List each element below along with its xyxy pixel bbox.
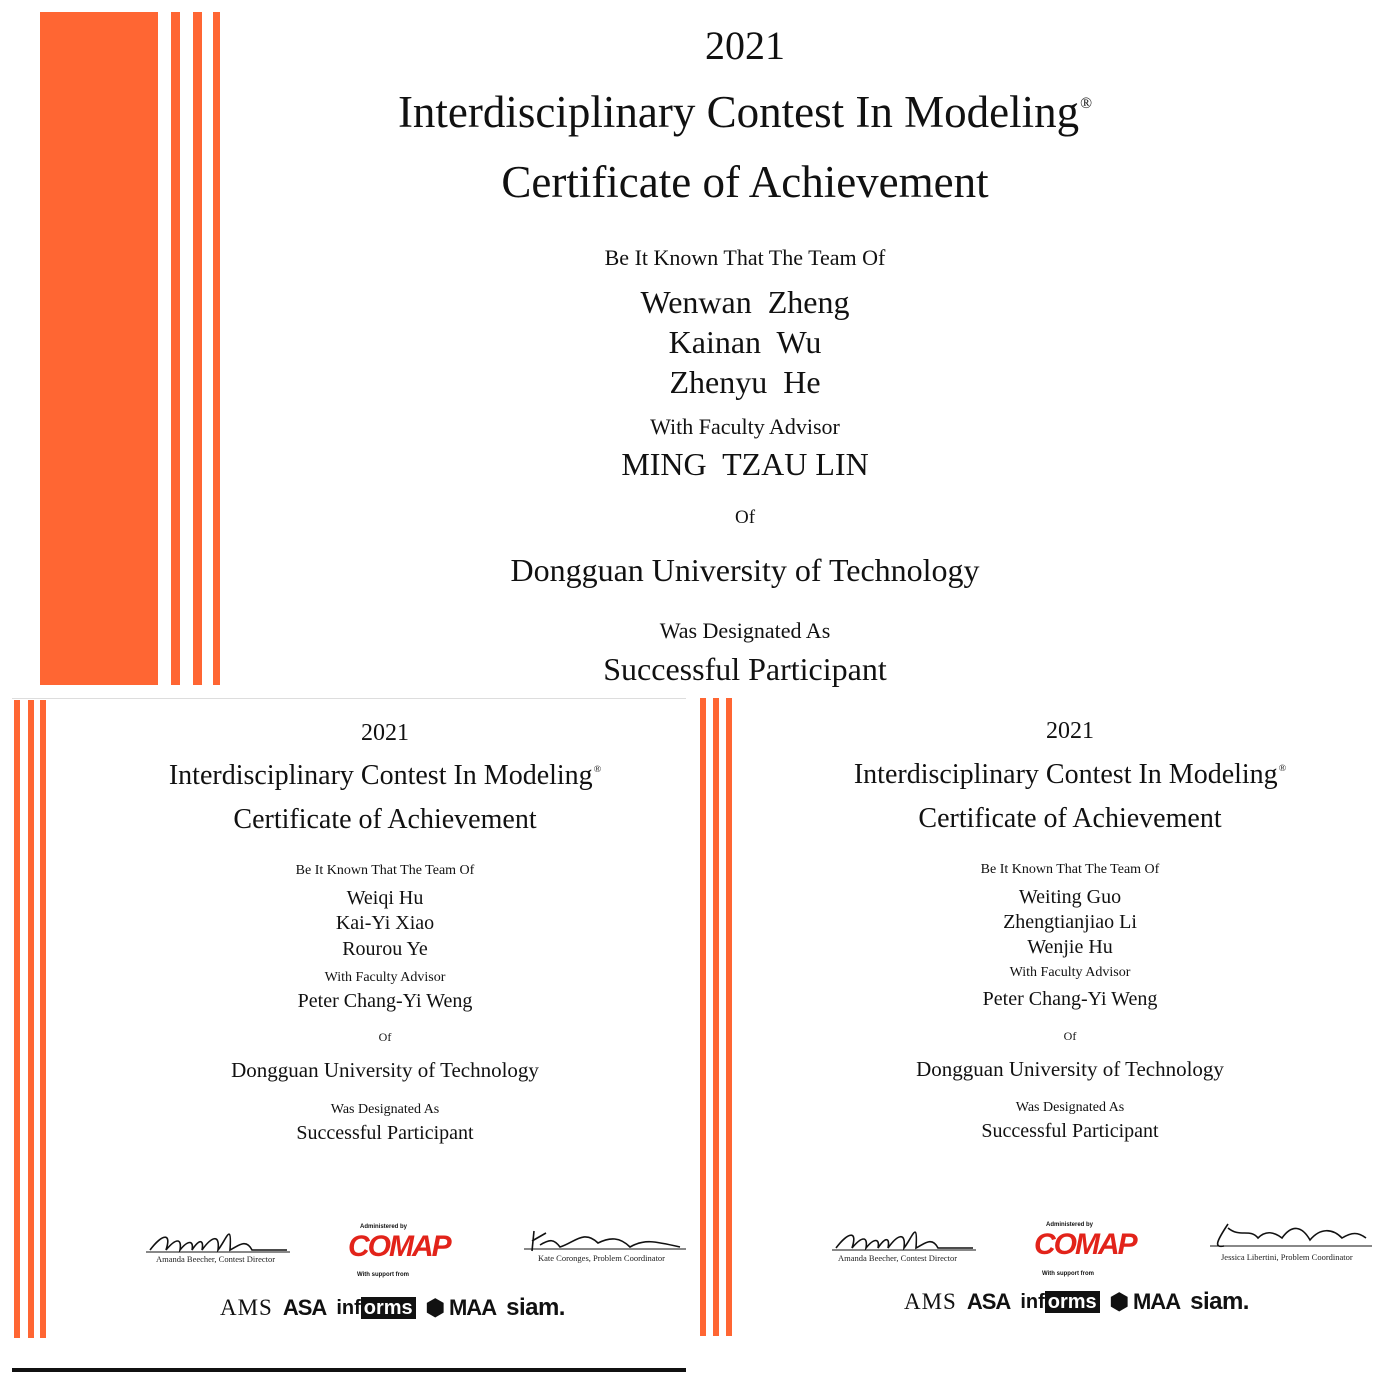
member-name: Weiqi Hu (346, 887, 424, 909)
support-label: With support from (357, 1272, 409, 1278)
of-label: Of (734, 507, 756, 528)
informs-logo-a: inf (1020, 1290, 1045, 1313)
member-name: Zhengtianjiao Li (1003, 911, 1137, 933)
comap-logo: COMAP (1034, 1228, 1136, 1261)
maa-logo: ⬢ MAA (1109, 1289, 1181, 1314)
advisor-name: Peter Chang-Yi Weng (297, 990, 473, 1012)
certificate-title: Certificate of Achievement (918, 803, 1222, 834)
registered-mark: ® (593, 764, 602, 776)
comap-logo: COMAP (348, 1230, 450, 1263)
institution: Dongguan University of Technology (231, 1058, 539, 1082)
orange-stripe (726, 698, 732, 1336)
certificate-title: Certificate of Achievement (233, 804, 537, 835)
ams-logo: AMS (220, 1295, 273, 1320)
informs-logo-b: orms (361, 1297, 416, 1319)
sponsor-logos (904, 1288, 1249, 1316)
institution: Dongguan University of Technology (510, 552, 980, 588)
contest-name-text: Interdisciplinary Contest In Modeling (168, 760, 593, 791)
cert-year: 2021 (705, 23, 785, 68)
member-name: Wenjie Hu (1027, 936, 1113, 958)
institution: Dongguan University of Technology (916, 1057, 1224, 1081)
ams-logo: AMS (904, 1289, 957, 1314)
certificate-large (0, 0, 1384, 690)
designation: Successful Participant (981, 1120, 1159, 1142)
orange-band (40, 12, 158, 685)
designation: Successful Participant (603, 651, 887, 687)
support-label: With support from (1042, 1271, 1094, 1277)
orange-stripe (700, 698, 706, 1336)
cert-year: 2021 (361, 720, 409, 746)
of-label: Of (1063, 1029, 1077, 1043)
siam-logo: siam. (506, 1294, 565, 1321)
orange-stripe (713, 698, 719, 1336)
signature-text: Jessica M Libertini (1206, 1252, 1214, 1253)
signature-caption: Jessica Libertini, Problem Coordinator (1221, 1252, 1353, 1262)
contest-name-text: Interdisciplinary Contest In Modeling (853, 759, 1278, 790)
advisor-label: With Faculty Advisor (1009, 965, 1131, 980)
of-label: Of (378, 1030, 392, 1044)
orange-stripe (193, 12, 202, 685)
contest-name-text: Interdisciplinary Contest In Modeling (397, 87, 1080, 137)
registered-mark: ® (1278, 763, 1287, 775)
orange-stripe (14, 700, 20, 1338)
intro-text: Be It Known That The Team Of (604, 245, 886, 270)
advisor-name: MING TZAU LIN (621, 446, 869, 482)
orange-stripe (28, 700, 34, 1338)
signature-caption: Amanda Beecher, Contest Director (838, 1253, 958, 1263)
intro-text: Be It Known That The Team Of (295, 863, 475, 878)
contest-name (80, 760, 690, 792)
maa-logo: ⬢ MAA (425, 1295, 497, 1320)
registered-mark: ® (1080, 95, 1093, 113)
bottom-border-line (12, 1368, 686, 1372)
signature-text: Kate Coronges (520, 1257, 526, 1258)
asa-logo: ASA (282, 1295, 327, 1320)
certificate-title: Certificate of Achievement (501, 157, 989, 207)
maa-logo-text: MAA (1132, 1289, 1181, 1314)
signature-caption: Kate Coronges, Problem Coordinator (538, 1253, 666, 1263)
siam-logo: siam. (1190, 1288, 1249, 1315)
informs-logo (1020, 1291, 1099, 1314)
designation: Successful Participant (296, 1122, 474, 1144)
signature-text: AmandaBeecher (828, 1258, 835, 1259)
advisor-label: With Faculty Advisor (650, 414, 840, 439)
advisor-label: With Faculty Advisor (324, 970, 446, 985)
designation-label: Was Designated As (330, 1102, 440, 1117)
member-name: Wenwan Zheng (640, 284, 850, 320)
member-name: Weiting Guo (1018, 886, 1122, 908)
orange-stripe (171, 12, 180, 685)
informs-logo-a: inf (336, 1296, 361, 1319)
contest-name (310, 86, 1180, 138)
asa-logo: ASA (966, 1289, 1011, 1314)
certificate-left (0, 698, 700, 1348)
orange-stripe (40, 700, 46, 1338)
contest-name (766, 759, 1374, 791)
administered-by: Administered by (1046, 1222, 1094, 1228)
maa-logo-text: MAA (448, 1295, 497, 1320)
signature-caption: Amanda Beecher, Contest Director (156, 1254, 276, 1264)
cert-year: 2021 (1046, 718, 1094, 744)
advisor-name: Peter Chang-Yi Weng (982, 988, 1158, 1010)
member-name: Rourou Ye (342, 938, 428, 960)
member-name: Zhenyu He (669, 364, 821, 400)
member-name: Kai-Yi Xiao (335, 912, 435, 934)
informs-logo (336, 1297, 415, 1320)
orange-stripe (213, 12, 220, 685)
informs-logo-b: orms (1045, 1291, 1100, 1313)
member-name: Kainan Wu (668, 324, 822, 360)
sponsor-logos (220, 1294, 565, 1322)
signature-text: AmandaBeecher (142, 1260, 149, 1261)
administered-by: Administered by (360, 1224, 408, 1230)
intro-text: Be It Known That The Team Of (980, 862, 1160, 877)
signature-right (1206, 1218, 1374, 1254)
designation-label: Was Designated As (659, 618, 831, 643)
certificate-right (696, 698, 1384, 1348)
designation-label: Was Designated As (1015, 1100, 1125, 1115)
